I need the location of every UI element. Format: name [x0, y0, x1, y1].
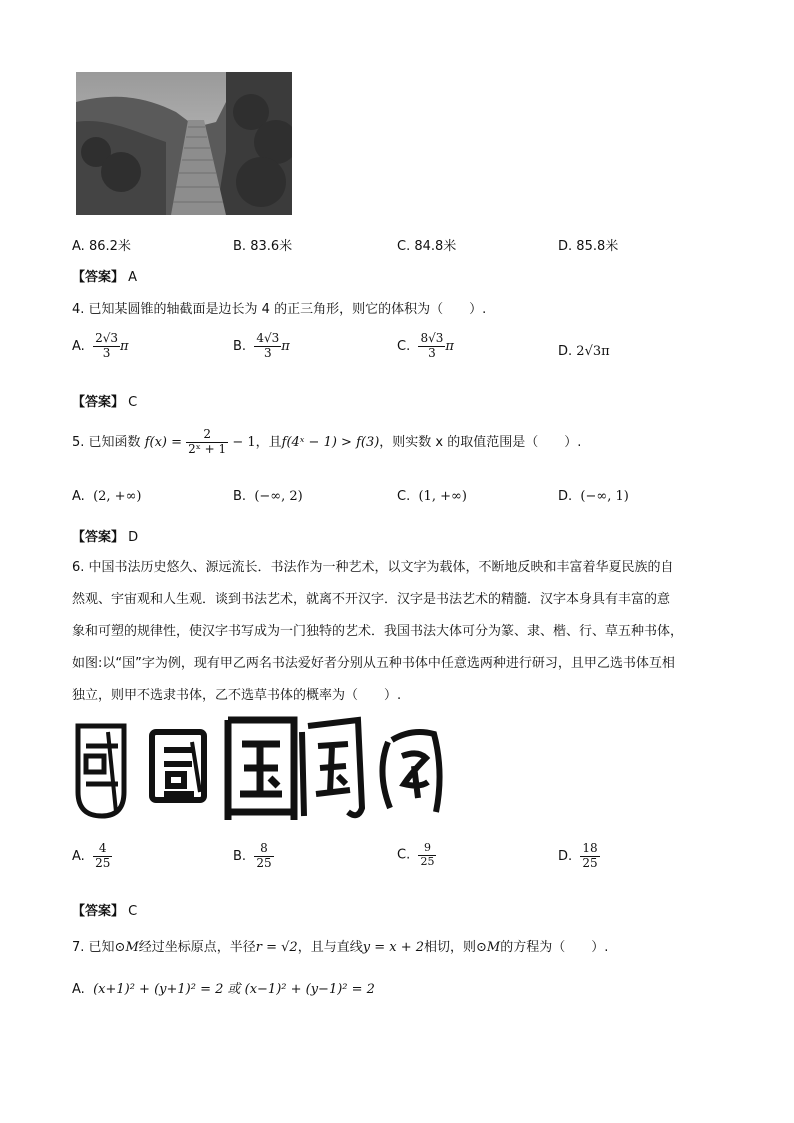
q5-option-b: B. (−∞, 2)	[233, 489, 303, 504]
q4-option-a: A. $\frac{2√3}{3}$ π	[72, 331, 129, 360]
q6-line-1: 6. 中国书法历史悠久、源远流长．书法作为一种艺术，以文字为载体，不断地反映和丰富着华夏民族的自	[72, 560, 674, 575]
q5-option-c: C. (1, +∞)	[397, 489, 467, 504]
q4-option-b: B. $\frac{4√3}{3}$ π	[233, 331, 290, 360]
clerical-script-glyph	[152, 732, 204, 800]
regular-script-glyph	[228, 720, 294, 820]
q4-option-c: C. $\frac{8√3}{3}$ π	[397, 331, 454, 360]
q3-option-d: D. 85.8米	[558, 239, 619, 254]
q6-answer: 【答案】 C	[72, 904, 138, 919]
q5-option-d: D. (−∞, 1)	[558, 489, 629, 504]
stairs-photo	[76, 72, 292, 215]
q6-option-a: A. $\frac{4}{25}$	[72, 841, 111, 870]
q6-option-c: C. $\frac{9}{25}$	[397, 841, 435, 868]
calligraphy-figure	[72, 712, 452, 824]
cursive-script-glyph	[382, 732, 439, 812]
q5-option-a: A. (2, +∞)	[72, 489, 142, 504]
q3-answer: 【答案】 A	[72, 270, 138, 285]
q3-option-b: B. 83.6米	[233, 239, 293, 254]
q6-line-3: 象和可塑的规律性，使汉字书写成为一门独特的艺术．我国书法大体可分为篆、隶、楷、行、草五种书体，	[72, 624, 684, 639]
seal-script-glyph	[78, 726, 124, 816]
q7-option-a: A. (x+1)² + (y+1)² = 2 或 (x−1)² + (y−1)² = 2	[72, 982, 375, 997]
q7-stem: 7. 已知⊙M经过坐标原点，半径r = √2，且与直线y = x + 2相切，则⊙M的方程为（ ）.	[72, 940, 609, 955]
q6-line-2: 然观、宇宙观和人生观．谈到书法艺术，就离不开汉字．汉字是书法艺术的精髓．汉字本身具有丰富的意	[72, 592, 671, 607]
q5-answer: 【答案】 D	[72, 530, 139, 545]
q5-stem: 5. 已知函数 f(x) = $\frac{2}{\text{2ˣ + 1}}$ − 1，且f(4ˣ − 1) > f(3)，则实数 x 的取值范围是（ ）.	[72, 427, 582, 456]
q6-line-5: 独立，则甲不选隶书体，乙不选草书体的概率为（ ）.	[72, 688, 402, 703]
q6-option-b: B. $\frac{8}{25}$	[233, 841, 272, 870]
q3-option-a: A. 86.2米	[72, 239, 131, 254]
q4-option-d: D. 2√3π	[558, 344, 610, 359]
q3-option-c: C. 84.8米	[397, 239, 457, 254]
q4-stem: 4. 已知某圆锥的轴截面是边长为 4 的正三角形，则它的体积为（ ）.	[72, 302, 487, 317]
q6-line-4: 如图:以“国”字为例，现有甲乙两名书法爱好者分别从五种书体中任意选两种进行研习，且甲乙选书体互相	[72, 656, 675, 671]
running-script-glyph	[302, 720, 362, 816]
q6-option-d: D. $\frac{18}{25}$	[558, 841, 598, 870]
q4-answer: 【答案】 C	[72, 395, 138, 410]
